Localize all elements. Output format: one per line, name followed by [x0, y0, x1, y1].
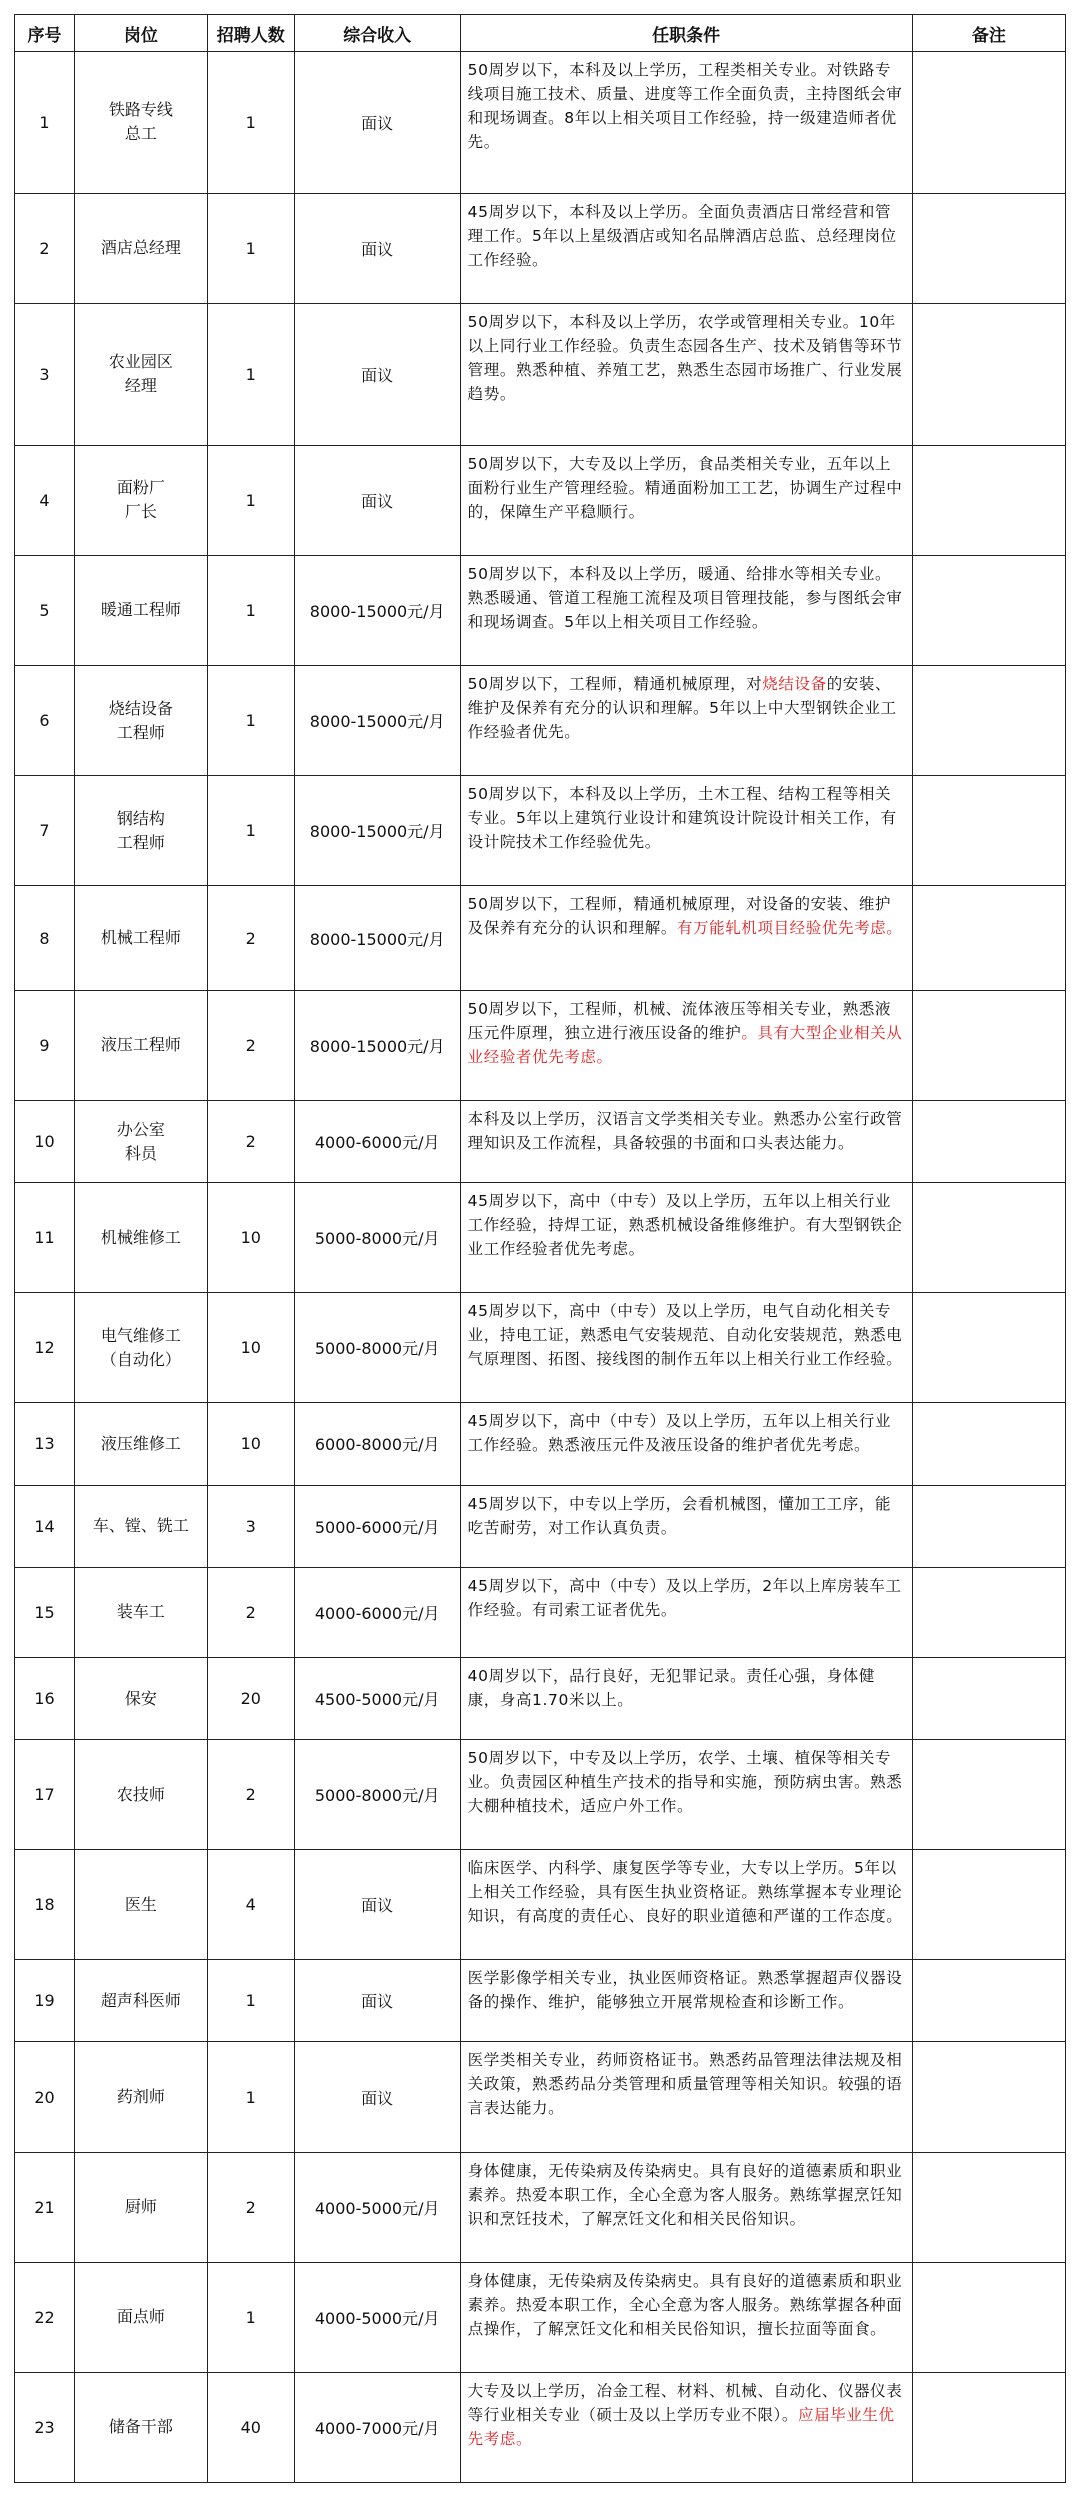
- position-name: （自动化）: [100, 1349, 181, 1369]
- position-name: 经理: [124, 376, 157, 396]
- headcount-cell: 2: [207, 1740, 294, 1850]
- remarks-cell: [912, 1850, 1065, 1960]
- position-cell: [75, 1293, 208, 1403]
- table-row: [15, 2042, 1066, 2152]
- requirement-text: 45周岁以下，本科及以上学历。全面负责酒店日常经营和管理工作。5年以上星级酒店或知名品牌酒店总监、总经理岗位工作经验。: [467, 202, 897, 269]
- requirements-cell: [460, 555, 912, 665]
- requirement-text: 50周岁以下，本科及以上学历，工程类相关专业。对铁路专线项目施工技术、质量、进度等工作全面负责，主持图纸会审和现场调查。8年以上相关项目工作经验，持一级建造师者优先。: [467, 61, 903, 151]
- headcount-cell: 2: [207, 1567, 294, 1657]
- requirements-cell: [460, 1293, 912, 1403]
- position-name: 烧结设备: [108, 698, 173, 718]
- remarks-cell: [912, 555, 1065, 665]
- headcount-cell: 4: [207, 1850, 294, 1960]
- position-cell: [75, 2262, 208, 2372]
- position-name: 科员: [124, 1143, 157, 1163]
- requirement-text: 45周岁以下，高中（中专）及以上学历，五年以上相关行业工作经验。熟悉液压元件及液压设备的维护者优先考虑。: [467, 1412, 892, 1455]
- headcount-cell: 1: [207, 52, 294, 194]
- remarks-cell: [912, 1960, 1065, 2042]
- requirement-text: 50周岁以下，大专及以上学历，食品类相关专业，五年以上面粉行业生产管理经验。精通面粉加工工艺，协调生产过程中的，保障生产平稳顺行。: [467, 454, 903, 521]
- income-cell: 8000-15000元/月: [294, 886, 460, 991]
- requirements-cell: [460, 52, 912, 194]
- position-cell: [75, 776, 208, 886]
- income-cell: 8000-15000元/月: [294, 666, 460, 776]
- requirements-cell: [460, 2042, 912, 2152]
- position-cell: [75, 1403, 208, 1485]
- remarks-cell: [912, 2262, 1065, 2372]
- header-remarks: 备注: [912, 15, 1065, 52]
- headcount-cell: 1: [207, 303, 294, 445]
- table-row: [15, 555, 1066, 665]
- header-requirements: 任职条件: [460, 15, 912, 52]
- remarks-cell: [912, 666, 1065, 776]
- income-cell: 6000-8000元/月: [294, 1403, 460, 1485]
- income-cell: 5000-8000元/月: [294, 1293, 460, 1403]
- requirement-text: 医学类相关专业，药师资格证书。熟悉药品管理法律法规及相关政策，熟悉药品分类管理和质量管理等相关知识。较强的语言表达能力。: [467, 2051, 903, 2118]
- headcount-cell: 10: [207, 1293, 294, 1403]
- position-cell: [75, 445, 208, 555]
- position-name: 机械工程师: [100, 928, 181, 947]
- position-cell: [75, 2372, 208, 2482]
- position-name: 超声科医师: [100, 1990, 181, 2010]
- row-number: 8: [15, 886, 75, 991]
- headcount-cell: 2: [207, 2152, 294, 2262]
- row-number: 2: [15, 193, 75, 303]
- requirement-text: 45周岁以下，高中（中专）及以上学历，2年以上库房装车工作经验。有司索工证者优先。: [467, 1576, 902, 1619]
- position-cell: [75, 1740, 208, 1850]
- income-cell: 面议: [294, 303, 460, 445]
- recruitment-table: [14, 14, 1066, 2483]
- income-cell: 面议: [294, 445, 460, 555]
- table-row: [15, 2262, 1066, 2372]
- position-name: 医生: [124, 1894, 157, 1914]
- position-name: 铁路专线: [108, 100, 173, 120]
- remarks-cell: [912, 886, 1065, 991]
- headcount-cell: 10: [207, 1403, 294, 1485]
- income-cell: 8000-15000元/月: [294, 555, 460, 665]
- table-row: [15, 886, 1066, 991]
- requirement-text: 的安装、维护及保养有充分的认识和理解。5年以上中大型钢铁企业工作经验者优先。: [467, 675, 897, 741]
- requirement-text: 45周岁以下，高中（中专）及以上学历，电气自动化相关专业，持电工证，熟悉电气安装规范、自动化安装规范，熟悉电气原理图、拓图、接线图的制作五年以上相关行业工作经验。: [467, 1302, 903, 1369]
- position-cell: [75, 555, 208, 665]
- position-name: 酒店总经理: [100, 238, 181, 258]
- income-cell: 5000-8000元/月: [294, 1740, 460, 1850]
- headcount-cell: 2: [207, 990, 294, 1100]
- position-name: 面点师: [116, 2307, 165, 2327]
- row-number: 5: [15, 555, 75, 665]
- headcount-cell: 1: [207, 555, 294, 665]
- remarks-cell: [912, 1567, 1065, 1657]
- row-number: 1: [15, 52, 75, 194]
- position-cell: [75, 990, 208, 1100]
- headcount-cell: 1: [207, 666, 294, 776]
- header-row: [15, 15, 1066, 52]
- position-name: 车、镗、铣工: [92, 1516, 189, 1536]
- table-row: [15, 1100, 1066, 1182]
- requirement-highlight: 应届毕业生优先考虑。: [467, 2405, 895, 2448]
- requirement-text: 医学影像学相关专业，执业医师资格证。熟悉掌握超声仪器设备的操作、维护，能够独立开展常规检查和诊断工作。: [467, 1969, 903, 2012]
- headcount-cell: 1: [207, 445, 294, 555]
- table-row: [15, 445, 1066, 555]
- row-number: 17: [15, 1740, 75, 1850]
- requirement-text: 45周岁以下，高中（中专）及以上学历，五年以上相关行业工作经验，持焊工证，熟悉机械设备维修维护。有大型钢铁企业工作经验者优先考虑。: [467, 1192, 903, 1259]
- income-cell: 4000-5000元/月: [294, 2262, 460, 2372]
- requirements-cell: [460, 776, 912, 886]
- row-number: 4: [15, 445, 75, 555]
- requirement-text: 本科及以上学历，汉语言文学类相关专业。熟悉办公室行政管理知识及工作流程，具备较强的书面和口头表达能力。: [467, 1109, 903, 1152]
- remarks-cell: [912, 1740, 1065, 1850]
- header-income: 综合收入: [294, 15, 460, 52]
- income-cell: 4000-7000元/月: [294, 2372, 460, 2482]
- requirement-text: 身体健康，无传染病及传染病史。具有良好的道德素质和职业素养。热爱本职工作，全心全意为客人服务。熟练掌握各种面点操作，了解烹饪文化和相关民俗知识，擅长拉面等面食。: [467, 2271, 903, 2338]
- requirement-text: 50周岁以下，工程师，机械、流体液压等相关专业，熟悉液压元件原理，独立进行液压设备的维护: [467, 999, 892, 1042]
- headcount-cell: 2: [207, 886, 294, 991]
- remarks-cell: [912, 1100, 1065, 1182]
- position-cell: [75, 193, 208, 303]
- income-cell: 4000-6000元/月: [294, 1567, 460, 1657]
- requirements-cell: [460, 1960, 912, 2042]
- position-name: 电气维修工: [100, 1325, 181, 1345]
- table-row: [15, 1567, 1066, 1657]
- income-cell: 5000-6000元/月: [294, 1485, 460, 1567]
- headcount-cell: 1: [207, 776, 294, 886]
- headcount-cell: 3: [207, 1485, 294, 1567]
- row-number: 23: [15, 2372, 75, 2482]
- remarks-cell: [912, 445, 1065, 555]
- requirements-cell: [460, 1567, 912, 1657]
- position-name: 液压维修工: [100, 1433, 181, 1453]
- row-number: 18: [15, 1850, 75, 1960]
- table-row: [15, 776, 1066, 886]
- header-no: 序号: [15, 15, 75, 52]
- remarks-cell: [912, 193, 1065, 303]
- position-name: 装车工: [116, 1602, 165, 1622]
- row-number: 9: [15, 990, 75, 1100]
- requirements-cell: [460, 2372, 912, 2482]
- requirement-text: 临床医学、内科学、康复医学等专业，大专以上学历。5年以上相关工作经验，具有医生执业资格证。熟练掌握本专业理论知识，有高度的责任心、良好的职业道德和严谨的工作态度。: [467, 1859, 903, 1926]
- requirement-text: 45周岁以下，中专以上学历，会看机械图，懂加工工序，能吃苦耐劳，对工作认真负责。: [467, 1494, 892, 1537]
- position-cell: [75, 2152, 208, 2262]
- table-row: [15, 1657, 1066, 1739]
- requirements-cell: [460, 666, 912, 776]
- remarks-cell: [912, 990, 1065, 1100]
- position-cell: [75, 886, 208, 991]
- row-number: 6: [15, 666, 75, 776]
- row-number: 12: [15, 1293, 75, 1403]
- position-cell: [75, 1183, 208, 1293]
- row-number: 14: [15, 1485, 75, 1567]
- headcount-cell: 1: [207, 2042, 294, 2152]
- position-name: 面粉厂: [116, 478, 165, 498]
- requirements-cell: [460, 303, 912, 445]
- income-cell: 8000-15000元/月: [294, 776, 460, 886]
- remarks-cell: [912, 52, 1065, 194]
- income-cell: 面议: [294, 193, 460, 303]
- headcount-cell: 1: [207, 2262, 294, 2372]
- remarks-cell: [912, 303, 1065, 445]
- requirement-text: 50周岁以下，中专及以上学历，农学、土壤、植保等相关专业。负责园区种植生产技术的指导和实施，预防病虫害。熟悉大棚种植技术，适应户外工作。: [467, 1749, 903, 1816]
- requirements-cell: [460, 1183, 912, 1293]
- position-name: 药剂师: [116, 2087, 165, 2106]
- row-number: 15: [15, 1567, 75, 1657]
- table-row: [15, 303, 1066, 445]
- headcount-cell: 10: [207, 1183, 294, 1293]
- table-row: [15, 193, 1066, 303]
- row-number: 3: [15, 303, 75, 445]
- requirements-cell: [460, 1485, 912, 1567]
- income-cell: 4500-5000元/月: [294, 1657, 460, 1739]
- requirement-text: 50周岁以下，本科及以上学历，土木工程、结构工程等相关专业。5年以上建筑行业设计和建筑设计院设计相关工作，有设计院技术工作经验优先。: [467, 785, 897, 852]
- remarks-cell: [912, 2152, 1065, 2262]
- remarks-cell: [912, 2372, 1065, 2482]
- requirements-cell: [460, 1657, 912, 1739]
- position-cell: [75, 1850, 208, 1960]
- position-cell: [75, 2042, 208, 2152]
- table-row: [15, 1403, 1066, 1485]
- row-number: 16: [15, 1657, 75, 1739]
- requirements-cell: [460, 445, 912, 555]
- table-row: [15, 1960, 1066, 2042]
- income-cell: 4000-5000元/月: [294, 2152, 460, 2262]
- position-cell: [75, 666, 208, 776]
- table-body: [15, 52, 1066, 2483]
- requirement-text: 50周岁以下，本科及以上学历，暖通、给排水等相关专业。熟悉暖通、管道工程施工流程及项目管理技能，参与图纸会审和现场调查。5年以上相关项目工作经验。: [467, 564, 903, 631]
- income-cell: 面议: [294, 1850, 460, 1960]
- table-row: [15, 2152, 1066, 2262]
- position-cell: [75, 1485, 208, 1567]
- requirement-highlight: 有万能轧机项目经验优先考虑。: [676, 919, 903, 938]
- table-row: [15, 990, 1066, 1100]
- table-row: [15, 1740, 1066, 1850]
- position-name: 钢结构: [116, 808, 165, 828]
- table-row: [15, 1293, 1066, 1403]
- income-cell: 面议: [294, 52, 460, 194]
- row-number: 19: [15, 1960, 75, 2042]
- remarks-cell: [912, 1657, 1065, 1739]
- table-row: [15, 666, 1066, 776]
- requirement-text: 50周岁以下，工程师，精通机械原理，对设备的安装、维护及保养有充分的认识和理解。: [467, 895, 892, 938]
- headcount-cell: 2: [207, 1100, 294, 1182]
- remarks-cell: [912, 1183, 1065, 1293]
- table-row: [15, 2372, 1066, 2482]
- requirements-cell: [460, 1403, 912, 1485]
- table-row: [15, 1850, 1066, 1960]
- position-cell: [75, 1960, 208, 2042]
- position-name: 储备干部: [108, 2417, 173, 2437]
- remarks-cell: [912, 2042, 1065, 2152]
- income-cell: 面议: [294, 2042, 460, 2152]
- headcount-cell: 40: [207, 2372, 294, 2482]
- table-row: [15, 1183, 1066, 1293]
- requirement-text: 身体健康，无传染病及传染病史。具有良好的道德素质和职业素养。热爱本职工作，全心全意为客人服务。熟练掌握烹饪知识和烹饪技术，了解烹饪文化和相关民俗知识。: [467, 2161, 903, 2228]
- header-position: 岗位: [75, 15, 208, 52]
- requirement-text: 50周岁以下，工程师，精通机械原理，对: [467, 675, 763, 693]
- requirements-cell: [460, 990, 912, 1100]
- requirement-text: 大专及以上学历，冶金工程、材料、机械、自动化、仪器仪表等行业相关专业（硕士及以上学历专业不限）。: [467, 2381, 903, 2424]
- remarks-cell: [912, 1403, 1065, 1485]
- requirements-cell: [460, 1100, 912, 1182]
- remarks-cell: [912, 776, 1065, 886]
- position-name: 厨师: [124, 2197, 157, 2217]
- header-headcount: 招聘人数: [207, 15, 294, 52]
- row-number: 7: [15, 776, 75, 886]
- income-cell: 4000-6000元/月: [294, 1100, 460, 1182]
- row-number: 22: [15, 2262, 75, 2372]
- position-name: 工程师: [116, 722, 165, 742]
- requirements-cell: [460, 193, 912, 303]
- headcount-cell: 20: [207, 1657, 294, 1739]
- position-name: 厂长: [124, 502, 157, 522]
- position-name: 办公室: [116, 1119, 165, 1139]
- income-cell: 8000-15000元/月: [294, 990, 460, 1100]
- requirements-cell: [460, 2262, 912, 2372]
- position-cell: [75, 1657, 208, 1739]
- requirements-cell: [460, 1740, 912, 1850]
- row-number: 10: [15, 1100, 75, 1182]
- income-cell: 面议: [294, 1960, 460, 2042]
- remarks-cell: [912, 1293, 1065, 1403]
- position-name: 保安: [124, 1688, 157, 1708]
- position-name: 农业园区: [108, 352, 173, 372]
- remarks-cell: [912, 1485, 1065, 1567]
- row-number: 13: [15, 1403, 75, 1485]
- headcount-cell: 1: [207, 1960, 294, 2042]
- table-row: [15, 52, 1066, 194]
- requirements-cell: [460, 1850, 912, 1960]
- headcount-cell: 1: [207, 193, 294, 303]
- requirement-text: 50周岁以下，本科及以上学历，农学或管理相关专业。10年以上同行业工作经验。负责生态园各生产、技术及销售等环节管理。熟悉种植、养殖工艺，熟悉生态园市场推广、行业发展趋势。: [467, 312, 903, 403]
- position-name: 液压工程师: [100, 1035, 181, 1055]
- requirements-cell: [460, 2152, 912, 2262]
- requirements-cell: [460, 886, 912, 991]
- row-number: 11: [15, 1183, 75, 1293]
- position-cell: [75, 1100, 208, 1182]
- position-name: 暖通工程师: [100, 600, 181, 620]
- row-number: 20: [15, 2042, 75, 2152]
- position-name: 机械维修工: [100, 1227, 181, 1247]
- requirement-highlight: 烧结设备: [762, 675, 827, 693]
- row-number: 21: [15, 2152, 75, 2262]
- position-name: 总工: [124, 124, 157, 144]
- position-cell: [75, 52, 208, 194]
- requirement-highlight: 。具有大型企业相关从业经验者优先考虑。: [467, 1023, 903, 1066]
- position-name: 工程师: [116, 832, 165, 852]
- table-row: [15, 1485, 1066, 1567]
- requirement-text: 40周岁以下，品行良好，无犯罪记录。责任心强，身体健康，身高1.70米以上。: [467, 1666, 875, 1709]
- position-cell: [75, 1567, 208, 1657]
- income-cell: 5000-8000元/月: [294, 1183, 460, 1293]
- position-cell: [75, 303, 208, 445]
- position-name: 农技师: [116, 1784, 165, 1804]
